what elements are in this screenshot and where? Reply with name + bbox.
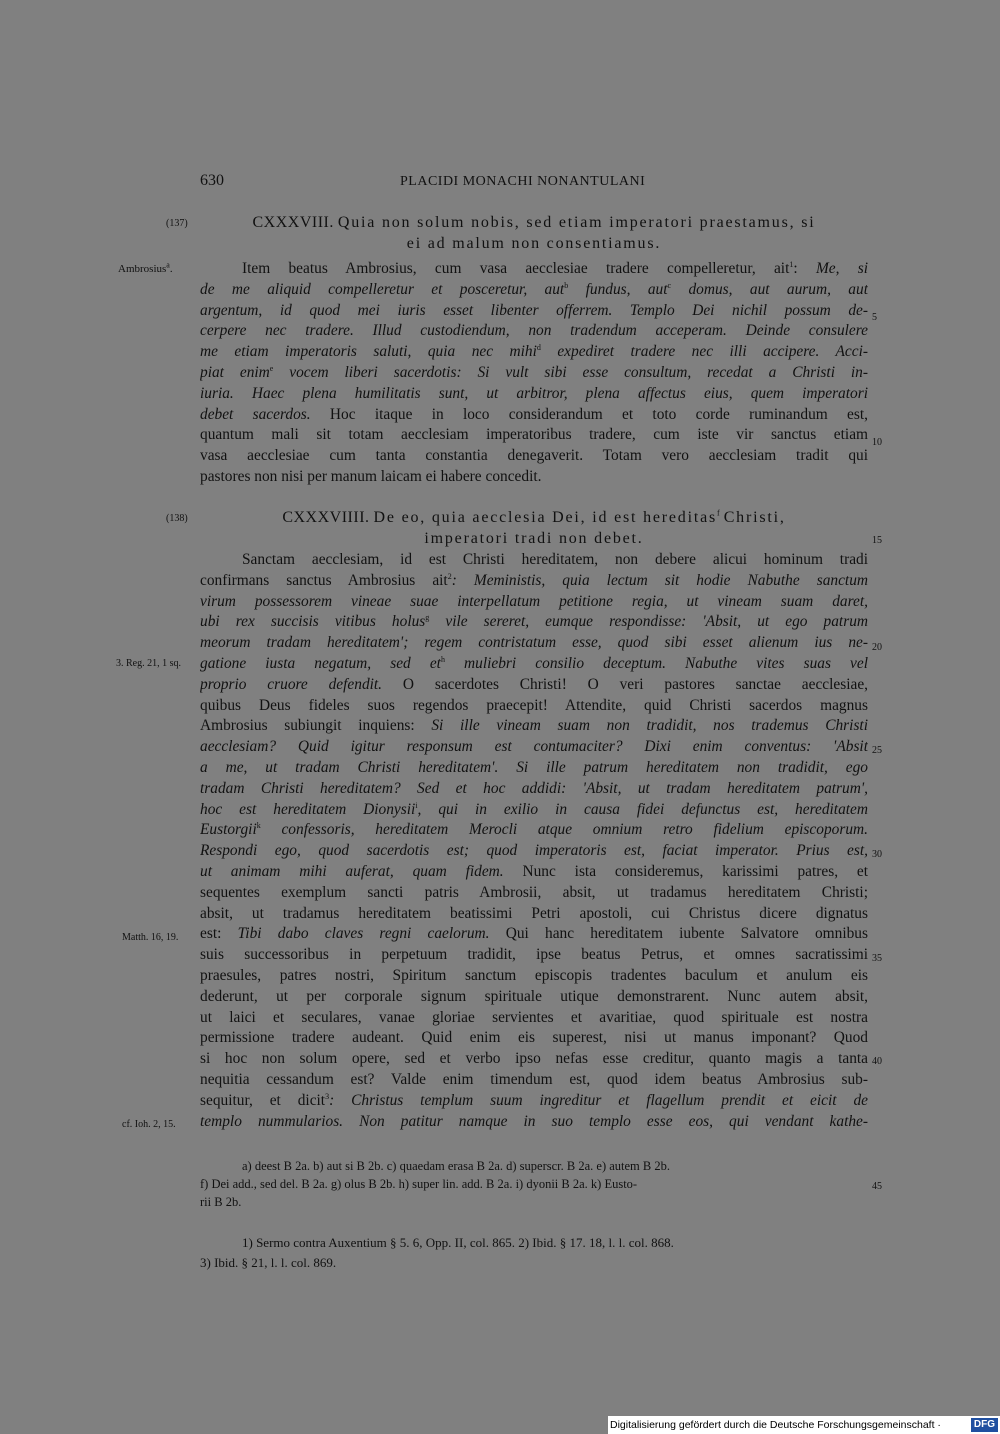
text-line: Item beatus Ambrosius, cum vasa aecclesiae tradere compelleretur, ait$^1$: Me, si <box>242 259 868 277</box>
apparatus-line: f) Dei add., sed del. B 2a. g) olus B 2b. h) super lin. add. B 2a. i) dyonii B 2a. k) Eusto- <box>200 1177 638 1191</box>
source-footnotes <box>200 1233 868 1273</box>
margin-reference: Matth. 16, 19. <box>122 932 179 943</box>
apparatus-line: a) deest B 2a. b) aut si B 2b. c) quaedam erasa B 2a. d) superscr. B 2a. e) autem B 2b. <box>242 1159 670 1173</box>
margin-reference: cf. Ioh. 2, 15. <box>122 1119 176 1130</box>
line-number: 35 <box>872 953 882 964</box>
margin-source: Ambrosius$^a$. <box>118 260 173 275</box>
running-title: PLACIDI MONACHI NONANTULANI <box>400 174 646 189</box>
text-line: Eustorgii$^k$ confessoris, hereditatem Merocli atque omnium retro fidelium episcoporum. <box>200 821 868 839</box>
chapter-number: CXXXVIII. <box>252 214 334 231</box>
text-line: si hoc non solum opere, sed et verbo ipso nefas esse creditur, quanto magis a tanta <box>200 1050 868 1068</box>
text-line: debet sacerdos. Hoc itaque in loco considerandum et toto corde ruminandum est, <box>200 405 868 423</box>
chapter-title-cont: imperatori tradi non debet. <box>424 530 644 547</box>
line-number: 15 <box>872 535 882 546</box>
page-header <box>200 172 868 196</box>
text-line: dederunt, ut per corporale signum spirituale utique demonstrarent. Nunc autem absit, <box>200 987 868 1005</box>
text-line: meorum tradam hereditatem'; regem contristatum esse, quod sibi esset alienum ius ne- <box>200 634 868 652</box>
chapter-title: Quia non solum nobis, sed etiam imperatori praestamus, si <box>337 214 816 231</box>
text-line: me etiam imperatoris saluti, quia nec mihi$^d$ expediret tradere nec illi accipere. Acci- <box>200 343 868 361</box>
footer-text: Digitalisierung gefördert durch die Deutsche Forschungsgemeinschaft · <box>610 1419 941 1431</box>
text-line: quibus Deus fideles suos regendos praecepit! Attendite, quid Christi sacerdos magnus <box>200 696 868 714</box>
text-line: ut animam mihi auferat, quam fidem. Nunc ista consideremus, karissimi patres, et <box>200 862 868 880</box>
text-line: confirmans sanctus Ambrosius ait$^2$: Meministis, quia lectum sit hodie Nabuthe sanctum <box>200 571 868 589</box>
text-line: tradam Christi hereditatem? Sed et hoc addidi: 'Absit, ut tradam hereditatem patrum', <box>200 779 868 797</box>
text-line: pastores non nisi per manum laicam ei habere concedit. <box>200 467 542 485</box>
chapter-title-cont: ei ad malum non consentiamus. <box>406 235 662 252</box>
line-number: 20 <box>872 642 882 653</box>
text-line: hoc est hereditatem Dionysii$^i$, qui in exilio in causa fidei defunctus est, hereditatem <box>200 800 868 818</box>
footnote-line: 1) Sermo contra Auxentium § 5. 6, Opp. II, col. 865. 2) Ibid. § 17. 18, l. l. col. 868. <box>242 1235 674 1250</box>
margin-reference: 3. Reg. 21, 1 sq. <box>116 658 181 669</box>
text-line: a me, ut tradam Christi hereditatem'. Si ille patrum hereditatem non tradidit, ego <box>200 758 868 776</box>
line-number: 10 <box>872 437 882 448</box>
text-line: de me aliquid compelleretur et posceretur, aut$^b$ fundus, aut$^c$ domus, aut aurum, aut <box>200 280 868 298</box>
text-line: cerpere nec tradere. Illud custodiendum, non tradendum acceperam. Deinde consulere <box>200 322 868 340</box>
chapter-heading <box>200 212 868 254</box>
line-number: 30 <box>872 849 882 860</box>
text-line: Ambrosius subiungit inquiens: Si ille vineam suam non tradidit, nos trademus Christi <box>200 717 868 735</box>
text-line: sequitur, et dicit$^3$: Christus templum suum ingreditur et flagellum prendit et eicit de <box>200 1091 868 1109</box>
chapter-bracket: (137) <box>166 218 188 229</box>
line-number: 45 <box>872 1181 882 1192</box>
text-line: templo nummularios. Non patitur namque in suo templo esse eos, qui vendant kathe- <box>200 1112 868 1130</box>
page-number: 630 <box>200 172 224 189</box>
critical-apparatus <box>200 1157 868 1211</box>
chapter-number: CXXXVIIII. <box>282 509 370 526</box>
footnote-line: 3) Ibid. § 21, l. l. col. 869. <box>200 1255 337 1270</box>
line-number: 5 <box>872 312 877 323</box>
line-number: 25 <box>872 745 882 756</box>
text-line: Respondi ego, quod sacerdotis est; quod imperatoris est, faciat imperator. Prius est, <box>200 842 868 860</box>
text-line: ut laici et seculares, vanae gloriae servientes et avaritiae, quod spirituale est nostra <box>200 1008 868 1026</box>
text-line: gatione iusta negatum, sed $et^h$ muliebri consilio deceptum. Nabuthe vites suas vel <box>200 654 868 672</box>
text-line: piat enim$^e$ vocem liberi sacerdotis: Si vult sibi esse consultum, recedat a Christi in- <box>200 363 868 381</box>
text-line: vasa aecclesiae cum tanta constantia denegaverit. Totam vero aecclesiam tradit qui <box>200 447 868 465</box>
text-line: ubi rex succisis vitibus holus$^g$ vile sereret, eumque respondisse: 'Absit, ut ego patrum <box>200 613 868 631</box>
text-line: virum possessorem vineae suae interpellatum petitione regia, ut vineam suam daret, <box>200 592 868 610</box>
text-line: proprio cruore defendit. O sacerdotes Christi! O veri pastores sanctae aecclesiae, <box>200 675 868 693</box>
digitization-footer <box>608 1416 1000 1434</box>
text-line: argentum, id quod mei iuris esset libenter offerrem. Templo Dei nichil possum de- <box>200 301 868 319</box>
text-line: aecclesiam? Quid igitur responsum est contumaciter? Dixi enim conventus: 'Absit <box>200 738 868 756</box>
chapter-bracket: (138) <box>166 513 188 524</box>
text-line: suis successoribus in perpetuum tradidit, ipse beatus Petrus, et omnes sacratissimi <box>200 946 868 964</box>
text-line: quantum mali sit totam aecclesiam imperatoribus tradere, cum iste vir sanctus etiam <box>200 426 868 444</box>
text-line: iuria. Haec plena humilitatis sunt, ut arbitror, plena affectus eius, quem imperatori <box>200 384 868 402</box>
dfg-logo: DFG <box>971 1418 998 1432</box>
text-line: praesules, patres nostri, Spiritum sanctum episcopis tradentes baculum et anulum eis <box>200 966 868 984</box>
text-line: Sanctam aecclesiam, id est Christi hereditatem, non debere alicui hominum tradi <box>242 551 868 568</box>
text-line: nequitia cessandum est? Valde enim timendum est, quod idem beatus Ambrosius sub- <box>200 1070 868 1088</box>
paragraph <box>200 259 868 488</box>
chapter-heading: CXXXVIIII. De eo, quia aecclesia Dei, id est hereditas$^f$ Christi, imperatori tradi non debet. <box>200 507 868 549</box>
line-number: 40 <box>872 1056 882 1067</box>
apparatus-line: rii B 2b. <box>200 1195 242 1209</box>
text-line: permissione tradere audeant. Quid enim eis superest, nisi ut manus imponant? Quod <box>200 1029 868 1047</box>
text-line: est: Tibi dabo claves regni caelorum. Qui hanc hereditatem iubente Salvatore omnibus <box>200 925 868 943</box>
text-line: absit, ut tradamus hereditatem beatissimi Petri apostoli, cui Christus dicere dignatus <box>200 904 868 922</box>
paragraph <box>200 550 868 1132</box>
text-line: sequentes exemplum sancti patris Ambrosii, absit, ut tradamus hereditatem Christi; <box>200 883 868 901</box>
